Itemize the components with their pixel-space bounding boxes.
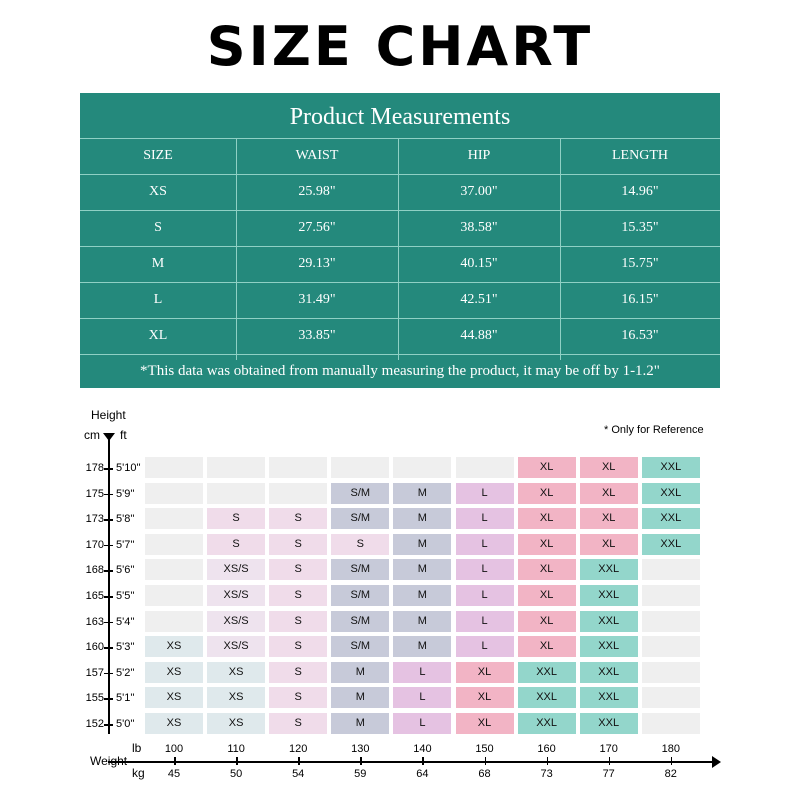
size-cell	[642, 611, 700, 632]
height-ft-label: 5'6''	[116, 564, 135, 577]
table-divider	[80, 210, 720, 211]
size-cell: XXL	[642, 483, 700, 504]
measurements-row	[80, 282, 720, 318]
size-cell	[269, 457, 327, 478]
size-cell: S	[269, 585, 327, 606]
measurements-row	[80, 318, 720, 354]
measurements-cell: 37.00"	[460, 184, 498, 199]
size-cell: L	[456, 585, 514, 606]
size-cell: S	[269, 636, 327, 657]
size-cell: L	[456, 483, 514, 504]
weight-lb-label: 150	[475, 743, 494, 755]
size-cell: M	[331, 662, 389, 683]
measurements-cell: 29.13"	[298, 256, 336, 271]
measurements-cell: 14.96"	[621, 184, 659, 199]
measurements-cell: 15.75"	[621, 256, 659, 271]
size-cell: S/M	[331, 636, 389, 657]
height-ft-label: 5'3''	[116, 641, 135, 654]
measurements-cell: 16.53"	[621, 328, 659, 343]
size-cell: L	[456, 508, 514, 529]
size-cell: XXL	[580, 585, 638, 606]
weight-lb-label: 140	[413, 743, 432, 755]
size-cell: XS/S	[207, 559, 265, 580]
height-tick	[104, 698, 113, 700]
measurements-column-header: LENGTH	[612, 148, 668, 163]
weight-axis-label: Weight	[90, 754, 128, 768]
measurements-column-header: SIZE	[143, 148, 173, 163]
size-cell: XS/S	[207, 611, 265, 632]
weight-kg-label: 68	[478, 768, 491, 780]
size-cell: XL	[518, 585, 576, 606]
height-ft-label: 5'2''	[116, 666, 135, 679]
table-divider	[80, 246, 720, 247]
size-cell: M	[331, 713, 389, 734]
height-ft-label: 5'4''	[116, 615, 135, 628]
size-cell: XL	[518, 534, 576, 555]
weight-tick	[609, 757, 611, 765]
size-cell	[642, 713, 700, 734]
weight-tick	[422, 757, 424, 765]
measurements-cell: 44.88"	[460, 328, 498, 343]
size-cell	[456, 457, 514, 478]
size-cell: L	[456, 636, 514, 657]
height-tick	[104, 596, 113, 598]
measurements-cell: L	[153, 292, 163, 307]
size-cell: S	[269, 611, 327, 632]
measurements-column-header: HIP	[467, 148, 491, 163]
size-cell: S/M	[331, 483, 389, 504]
height-cm-label: 157	[85, 666, 104, 679]
size-cell: XL	[456, 662, 514, 683]
size-cell: XXL	[580, 611, 638, 632]
size-cell	[642, 559, 700, 580]
weight-tick	[360, 757, 362, 765]
size-cell: S	[269, 687, 327, 708]
weight-tick	[298, 757, 300, 765]
measurements-cell: XL	[148, 328, 168, 343]
weight-lb-label: 170	[599, 743, 618, 755]
size-cell	[145, 534, 203, 555]
height-tick	[104, 673, 113, 675]
height-ft-label: 5'0''	[116, 718, 135, 730]
weight-lb-label: 160	[537, 743, 556, 755]
size-cell: L	[393, 713, 451, 734]
size-cell: XS/S	[207, 585, 265, 606]
lb-unit-label: lb	[132, 741, 142, 755]
size-cell: XL	[580, 457, 638, 478]
weight-kg-label: 64	[416, 768, 429, 780]
weight-tick	[547, 757, 549, 765]
size-cell	[145, 483, 203, 504]
measurements-header-row	[80, 138, 720, 174]
size-cell	[145, 508, 203, 529]
measurements-cell: M	[151, 256, 165, 271]
weight-kg-label: 50	[229, 768, 243, 780]
weight-tick	[174, 757, 176, 765]
size-cell: XXL	[580, 636, 638, 657]
table-divider	[560, 138, 561, 360]
reference-note: * Only for Reference	[604, 424, 704, 436]
size-cell: S	[269, 534, 327, 555]
size-cell	[331, 457, 389, 478]
measurements-cell: 33.85"	[298, 328, 336, 343]
measurements-cell: XS	[149, 184, 167, 199]
size-cell: S	[269, 713, 327, 734]
size-cell	[207, 457, 265, 478]
height-tick	[104, 647, 113, 649]
measurements-note: *This data was obtained from manually measuring the product, it may be off by 1-1.2"	[140, 363, 660, 379]
weight-lb-label: 180	[661, 743, 680, 755]
size-cell: XS	[145, 687, 203, 708]
size-cell: XXL	[580, 713, 638, 734]
height-ft-label: 5'8''	[116, 513, 135, 526]
height-axis-arrow-icon	[103, 433, 115, 441]
weight-tick	[485, 757, 487, 765]
height-cm-label: 173	[85, 513, 104, 526]
height-cm-label: 165	[85, 590, 104, 602]
height-cm-label: 163	[85, 615, 104, 628]
height-axis-label: Height	[91, 408, 126, 422]
size-cell: XL	[518, 636, 576, 657]
size-cell: XL	[580, 508, 638, 529]
weight-tick	[671, 757, 673, 765]
weight-kg-label: 45	[167, 768, 181, 780]
size-cell	[642, 585, 700, 606]
size-cell: M	[393, 585, 451, 606]
page-title: SIZE CHART	[206, 15, 594, 78]
measurements-column-header: WAIST	[295, 148, 339, 163]
kg-unit-label: kg	[132, 766, 145, 780]
size-cell: S/M	[331, 585, 389, 606]
size-cell: S	[207, 508, 265, 529]
table-divider	[80, 354, 720, 355]
size-cell: M	[393, 559, 451, 580]
size-cell	[207, 483, 265, 504]
size-cell: S/M	[331, 559, 389, 580]
size-cell: M	[331, 687, 389, 708]
height-axis	[108, 438, 110, 734]
size-cell: XS	[145, 713, 203, 734]
measurements-row	[80, 246, 720, 282]
height-tick	[104, 468, 113, 470]
size-cell: S/M	[331, 611, 389, 632]
measurements-cell: S	[154, 220, 162, 235]
size-cell	[269, 483, 327, 504]
size-cell: M	[393, 534, 451, 555]
size-cell: XL	[518, 611, 576, 632]
height-ft-label: 5'9''	[116, 487, 135, 500]
measurements-cell: 25.98"	[298, 184, 336, 199]
height-cm-label: 160	[85, 641, 104, 654]
measurements-cell: 27.56"	[298, 220, 336, 235]
measurements-cell: 31.49"	[298, 292, 336, 307]
weight-lb-label: 100	[164, 743, 184, 755]
size-cell: L	[456, 611, 514, 632]
height-cm-label: 175	[85, 487, 104, 500]
size-cell: XS	[145, 636, 203, 657]
size-cell: XS/S	[207, 636, 265, 657]
size-cell: S	[207, 534, 265, 555]
size-cell: XXL	[642, 508, 700, 529]
measurements-row	[80, 210, 720, 246]
size-cell: L	[393, 662, 451, 683]
cm-unit-label: cm	[84, 428, 100, 442]
measurements-cell: 40.15"	[460, 256, 498, 271]
height-tick	[104, 570, 113, 572]
measurements-row	[80, 174, 720, 210]
table-divider	[236, 138, 237, 360]
height-cm-label: 178	[85, 462, 104, 474]
size-cell	[145, 611, 203, 632]
measurements-cell: 16.15"	[621, 292, 659, 307]
size-cell: XXL	[518, 662, 576, 683]
weight-kg-label: 73	[540, 768, 553, 780]
size-cell: S	[331, 534, 389, 555]
weight-lb-label: 120	[289, 743, 308, 755]
size-cell: XXL	[518, 713, 576, 734]
height-cm-label: 155	[85, 692, 104, 705]
size-cell: M	[393, 508, 451, 529]
size-cell: XXL	[580, 687, 638, 708]
height-tick	[104, 622, 113, 624]
size-cell	[642, 687, 700, 708]
size-cell	[642, 662, 700, 683]
height-ft-label: 5'10''	[116, 462, 141, 474]
size-cell	[393, 457, 451, 478]
table-divider	[398, 138, 399, 360]
size-cell: S/M	[331, 508, 389, 529]
size-cell: XS	[145, 662, 203, 683]
size-cell: XXL	[580, 662, 638, 683]
size-cell: XS	[207, 687, 265, 708]
size-cell: S	[269, 662, 327, 683]
size-cell: XXL	[518, 687, 576, 708]
size-cell: XL	[580, 534, 638, 555]
height-ft-label: 5'7''	[116, 538, 135, 551]
weight-axis-arrow-icon	[712, 756, 721, 768]
size-cell: XL	[456, 687, 514, 708]
size-cell	[145, 585, 203, 606]
size-cell: L	[393, 687, 451, 708]
weight-lb-label: 110	[227, 743, 245, 755]
measurements-cell: 15.35"	[621, 220, 659, 235]
size-reference-chart	[0, 400, 800, 800]
size-cell	[642, 636, 700, 657]
size-cell: XL	[580, 483, 638, 504]
size-cell: XS	[207, 713, 265, 734]
size-cell: XS	[207, 662, 265, 683]
height-ft-label: 5'1''	[116, 692, 135, 705]
size-cell: S	[269, 559, 327, 580]
size-cell	[145, 559, 203, 580]
measurements-cell: 42.51"	[460, 292, 498, 307]
size-cell: XL	[456, 713, 514, 734]
table-divider	[80, 174, 720, 175]
weight-kg-label: 54	[292, 768, 305, 780]
weight-axis	[108, 761, 714, 763]
size-cell: S	[269, 508, 327, 529]
size-cell: M	[393, 483, 451, 504]
weight-lb-label: 130	[351, 743, 370, 755]
measurements-panel	[80, 93, 720, 388]
ft-unit-label: ft	[120, 428, 127, 442]
height-tick	[104, 545, 113, 547]
height-tick	[104, 724, 113, 726]
size-cell: XXL	[580, 559, 638, 580]
height-cm-label: 168	[85, 564, 104, 577]
size-cell: XL	[518, 508, 576, 529]
height-tick	[104, 519, 113, 521]
size-cell: XL	[518, 457, 576, 478]
size-cell: M	[393, 611, 451, 632]
table-divider	[80, 282, 720, 283]
size-cell: M	[393, 636, 451, 657]
size-cell: XL	[518, 483, 576, 504]
height-ft-label: 5'5''	[116, 590, 135, 602]
height-cm-label: 170	[85, 538, 104, 551]
weight-tick	[236, 757, 238, 765]
size-cell	[145, 457, 203, 478]
height-tick	[104, 494, 113, 496]
size-cell: XXL	[642, 534, 700, 555]
table-divider	[80, 318, 720, 319]
table-divider	[80, 138, 720, 139]
weight-kg-label: 59	[354, 768, 367, 780]
measurements-heading: Product Measurements	[289, 104, 511, 130]
height-cm-label: 152	[85, 718, 104, 730]
size-cell: XL	[518, 559, 576, 580]
weight-kg-label: 82	[664, 768, 677, 780]
size-cell: XXL	[642, 457, 700, 478]
measurements-cell: 38.58"	[460, 220, 498, 235]
weight-kg-label: 77	[602, 768, 615, 780]
size-cell: L	[456, 534, 514, 555]
size-cell: L	[456, 559, 514, 580]
